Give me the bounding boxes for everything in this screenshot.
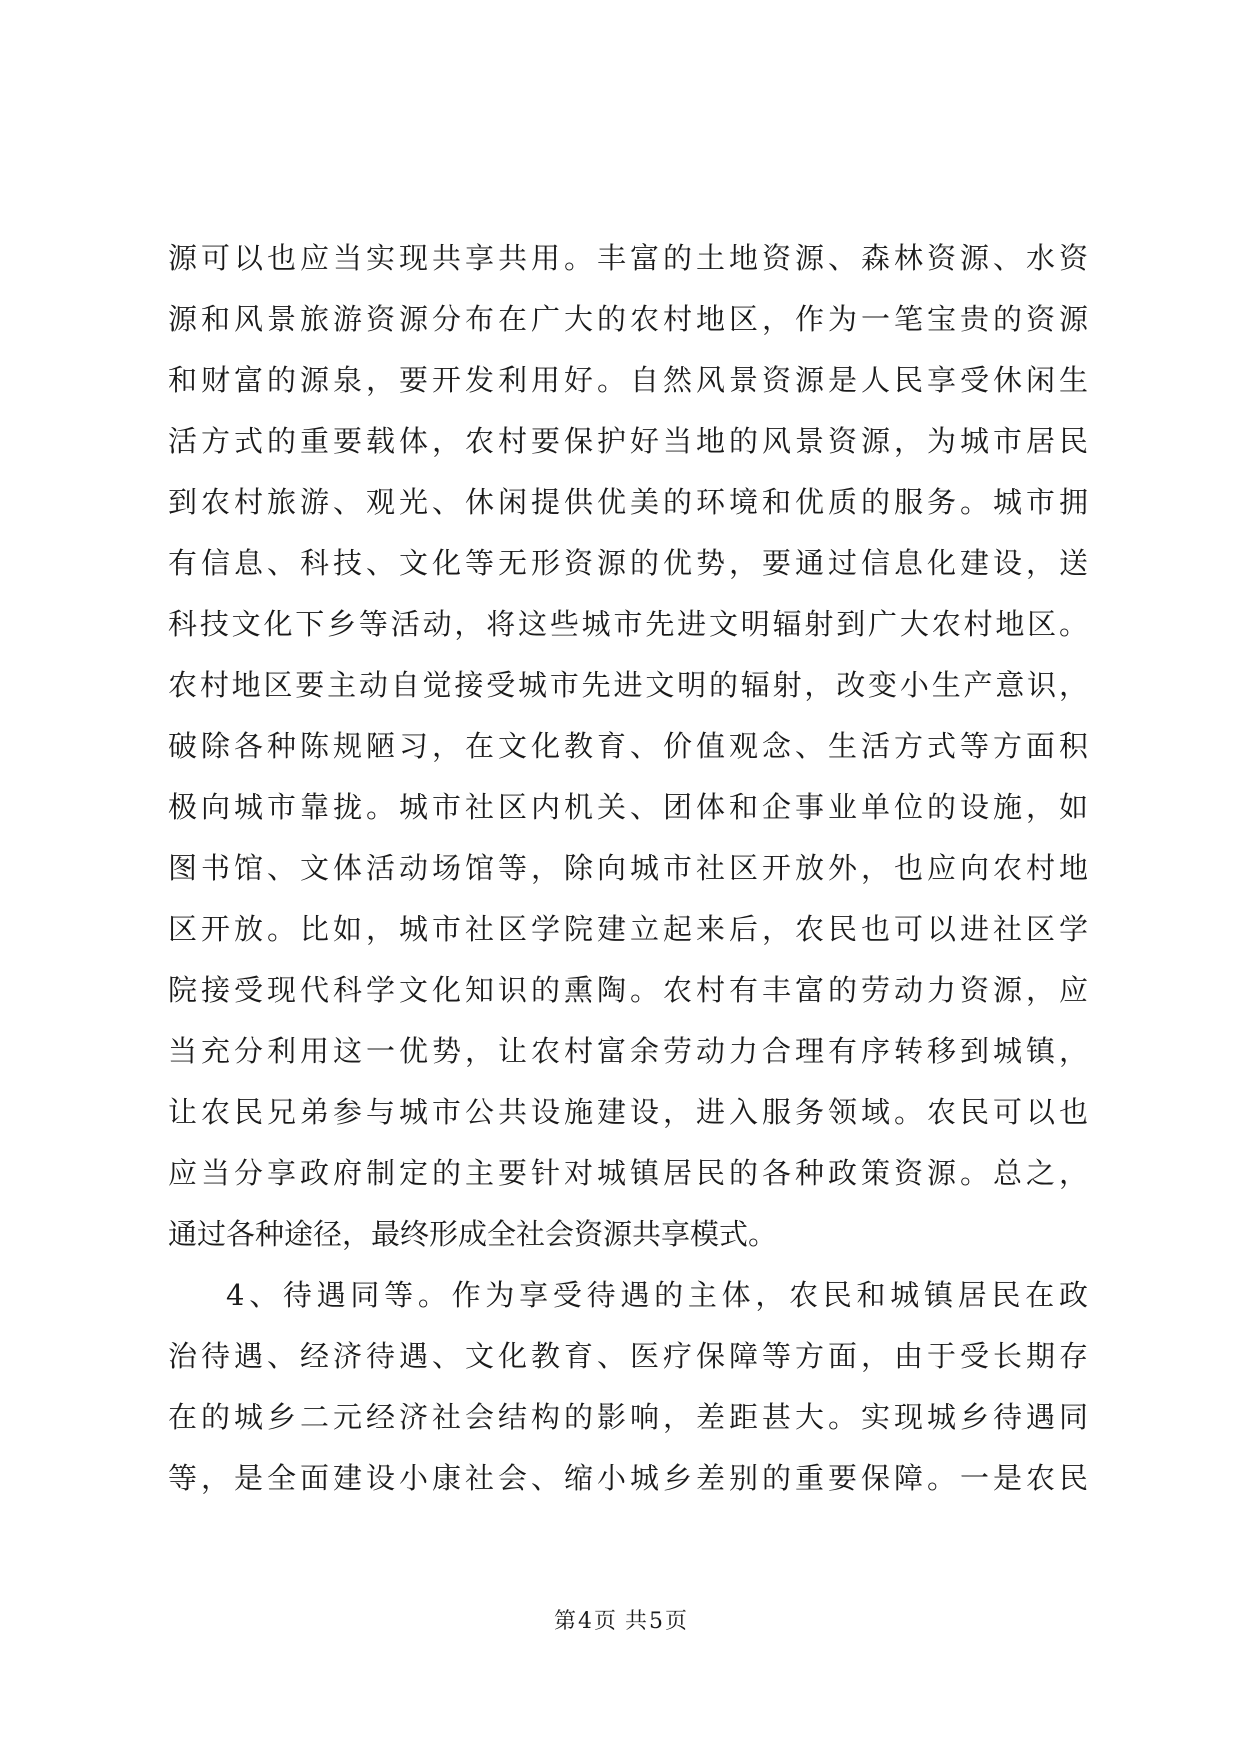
text-line: 4、待遇同等。作为享受待遇的主体，农民和城镇居民在政 <box>226 1278 1088 1312</box>
text-line: 源和风景旅游资源分布在广大的农村地区，作为一笔宝贵的资源 <box>168 302 1088 336</box>
text-line: 区开放。比如，城市社区学院建立起来后，农民也可以进社区学 <box>168 912 1088 946</box>
text-line: 有信息、科技、文化等无形资源的优势，要通过信息化建设，送 <box>168 546 1088 580</box>
text-line: 科技文化下乡等活动，将这些城市先进文明辐射到广大农村地区。 <box>168 607 1088 641</box>
footer-total-prefix: 共 <box>625 1609 648 1634</box>
text-line: 在的城乡二元经济社会结构的影响，差距甚大。实现城乡待遇同 <box>168 1400 1088 1434</box>
text-line: 让农民兄弟参与城市公共设施建设，进入服务领域。农民可以也 <box>168 1095 1088 1129</box>
text-line: 源可以也应当实现共享共用。丰富的土地资源、森林资源、水资 <box>168 241 1088 275</box>
text-line: 图书馆、文体活动场馆等，除向城市社区开放外，也应向农村地 <box>168 851 1088 885</box>
page-footer <box>0 1607 1241 1637</box>
text-line: 极向城市靠拢。城市社区内机关、团体和企事业单位的设施，如 <box>168 790 1088 824</box>
text-line: 到农村旅游、观光、休闲提供优美的环境和优质的服务。城市拥 <box>168 485 1088 519</box>
text-line: 应当分享政府制定的主要针对城镇居民的各种政策资源。总之， <box>168 1156 1088 1190</box>
body-text <box>168 228 1088 1509</box>
text-line: 治待遇、经济待遇、文化教育、医疗保障等方面，由于受长期存 <box>168 1339 1088 1373</box>
current-page-number: 4 <box>577 1609 592 1634</box>
text-line: 院接受现代科学文化知识的熏陶。农村有丰富的劳动力资源，应 <box>168 973 1088 1007</box>
footer-page-word: 页 <box>593 1609 616 1634</box>
text-line: 活方式的重要载体，农村要保护好当地的风景资源，为城市居民 <box>168 424 1088 458</box>
text-line: 当充分利用这一优势，让农村富余劳动力合理有序转移到城镇， <box>168 1034 1088 1068</box>
text-line: 农村地区要主动自觉接受城市先进文明的辐射，改变小生产意识， <box>168 668 1088 702</box>
text-line: 和财富的源泉，要开发利用好。自然风景资源是人民享受休闲生 <box>168 363 1088 397</box>
text-line: 破除各种陈规陋习，在文化教育、价值观念、生活方式等方面积 <box>168 729 1088 763</box>
text-line: 等，是全面建设小康社会、缩小城乡差别的重要保障。一是农民 <box>168 1461 1088 1495</box>
footer-prefix: 第 <box>553 1609 576 1634</box>
total-pages-number: 5 <box>649 1609 664 1634</box>
footer-total-suffix: 页 <box>665 1609 688 1634</box>
text-line: 通过各种途径，最终形成全社会资源共享模式。 <box>168 1217 778 1251</box>
